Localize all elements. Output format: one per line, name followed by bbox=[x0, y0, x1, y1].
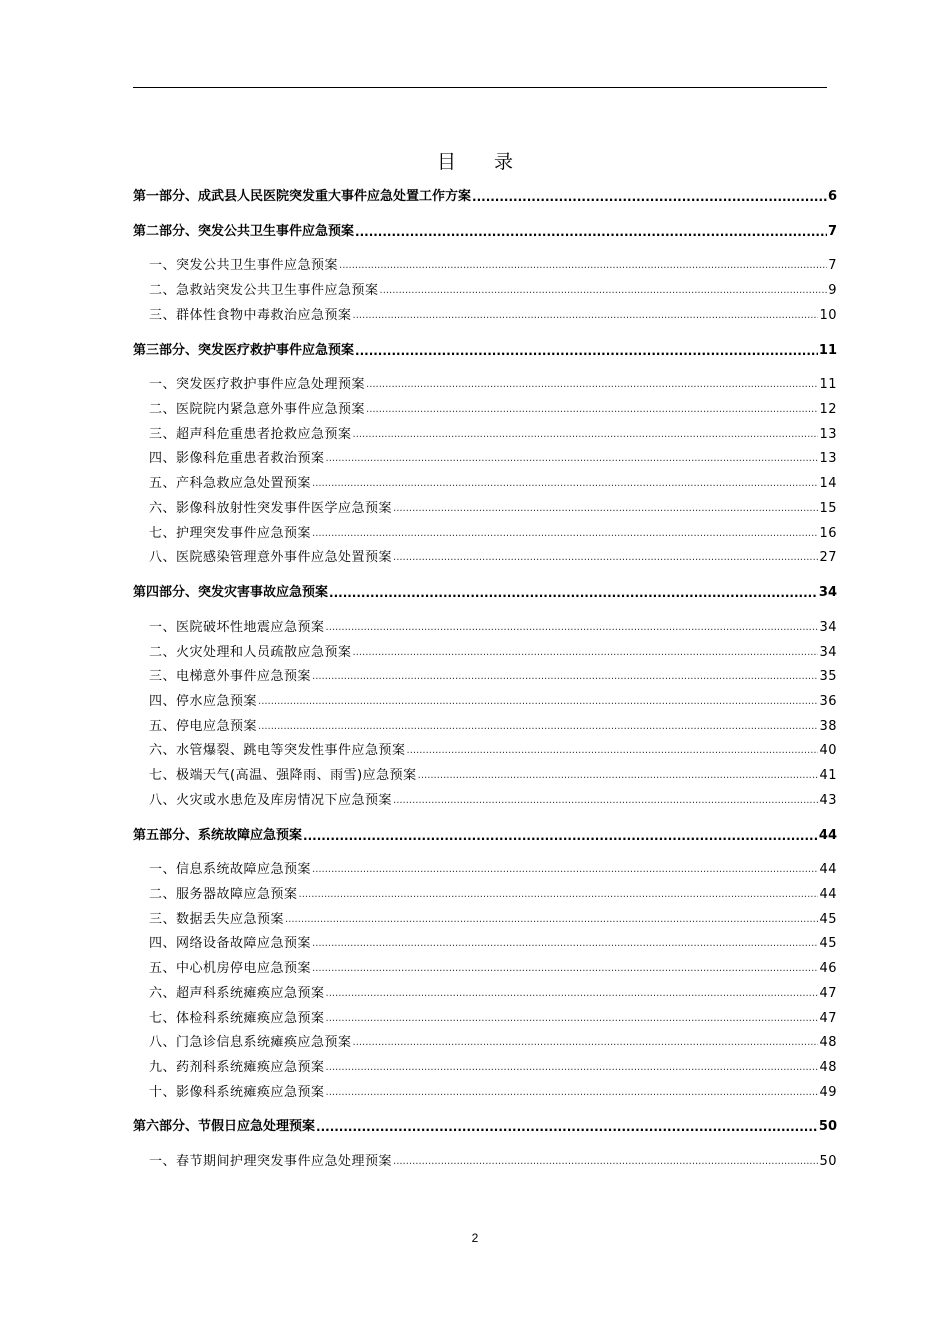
toc-leader-dots bbox=[393, 1153, 818, 1171]
toc-part-label: 第六部分、节假日应急处理预案 bbox=[133, 1119, 316, 1135]
toc-sub-entry[interactable] bbox=[133, 472, 837, 497]
toc-sub-entry[interactable] bbox=[133, 279, 837, 304]
toc-sub-label: 二、服务器故障应急预案 bbox=[149, 887, 298, 903]
toc-part-entry[interactable] bbox=[133, 184, 837, 209]
toc-sub-entry[interactable] bbox=[133, 1056, 837, 1081]
toc-sub-label: 一、信息系统故障应急预案 bbox=[149, 862, 312, 878]
toc-sub-label: 七、极端天气(高温、强降雨、雨雪)应急预案 bbox=[149, 768, 417, 784]
toc-sub-label: 四、网络设备故障应急预案 bbox=[149, 936, 312, 952]
toc-sub-page: 47 bbox=[819, 1010, 837, 1026]
toc-sub-entry[interactable] bbox=[133, 883, 837, 908]
toc-sub-entry[interactable] bbox=[133, 616, 837, 641]
toc-spacer bbox=[133, 244, 837, 254]
toc-part-page: 44 bbox=[818, 827, 837, 843]
toc-sub-label: 四、影像科危重患者救治预案 bbox=[149, 451, 325, 467]
toc-sub-label: 五、产科急救应急处置预案 bbox=[149, 476, 312, 492]
toc-leader-dots bbox=[393, 500, 818, 518]
toc-sub-page: 44 bbox=[819, 887, 837, 903]
toc-spacer bbox=[133, 1140, 837, 1150]
toc-sub-page: 36 bbox=[819, 693, 837, 709]
toc-leader-dots bbox=[418, 767, 819, 785]
toc-sub-label: 六、影像科放射性突发事件医学应急预案 bbox=[149, 500, 393, 516]
toc-spacer bbox=[133, 1105, 837, 1115]
toc-leader-dots bbox=[316, 1118, 818, 1136]
toc-sub-page: 41 bbox=[819, 768, 837, 784]
toc-leader-dots bbox=[312, 861, 818, 879]
toc-leader-dots bbox=[326, 450, 819, 468]
toc-part-page: 11 bbox=[818, 342, 837, 358]
toc-part-label: 第二部分、突发公共卫生事件应急预案 bbox=[133, 223, 355, 239]
toc-sub-label: 二、火灾处理和人员疏散应急预案 bbox=[149, 644, 352, 660]
toc-sub-label: 七、护理突发事件应急预案 bbox=[149, 525, 312, 541]
toc-sub-label: 八、火灾或水患危及库房情况下应急预案 bbox=[149, 792, 393, 808]
toc-leader-dots bbox=[366, 401, 818, 419]
toc-sub-page: 12 bbox=[819, 402, 837, 418]
toc-sub-entry[interactable] bbox=[133, 665, 837, 690]
toc-sub-label: 三、群体性食物中毒救治应急预案 bbox=[149, 307, 352, 323]
toc-sub-page: 47 bbox=[819, 985, 837, 1001]
toc-sub-label: 六、水管爆裂、跳电等突发性事件应急预案 bbox=[149, 743, 406, 759]
toc-leader-dots bbox=[380, 282, 828, 300]
toc-sub-entry[interactable] bbox=[133, 398, 837, 423]
toc-sub-page: 43 bbox=[819, 792, 837, 808]
toc-sub-label: 五、中心机房停电应急预案 bbox=[149, 961, 312, 977]
toc-sub-entry[interactable] bbox=[133, 447, 837, 472]
toc-sub-entry[interactable] bbox=[133, 907, 837, 932]
toc-sub-label: 二、医院院内紧急意外事件应急预案 bbox=[149, 402, 366, 418]
toc-sub-page: 44 bbox=[819, 862, 837, 878]
toc-sub-entry[interactable] bbox=[133, 982, 837, 1007]
toc-leader-dots bbox=[299, 886, 819, 904]
toc-spacer bbox=[133, 209, 837, 219]
toc-leader-dots bbox=[326, 1010, 819, 1028]
toc-sub-page: 40 bbox=[819, 743, 837, 759]
toc-sub-label: 十、影像科系统瘫痪应急预案 bbox=[149, 1084, 325, 1100]
toc-part-entry[interactable] bbox=[133, 1115, 837, 1140]
toc-part-page: 6 bbox=[827, 188, 837, 204]
toc-part-page: 7 bbox=[827, 223, 837, 239]
toc-sub-label: 一、突发医疗救护事件应急处理预案 bbox=[149, 377, 366, 393]
toc-leader-dots bbox=[303, 827, 818, 845]
toc-sub-label: 八、医院感染管理意外事件应急处置预案 bbox=[149, 550, 393, 566]
toc-sub-page: 48 bbox=[819, 1059, 837, 1075]
toc-sub-page: 34 bbox=[819, 644, 837, 660]
header-rule bbox=[133, 87, 827, 88]
toc-sub-entry[interactable] bbox=[133, 1080, 837, 1105]
toc-sub-entry[interactable] bbox=[133, 373, 837, 398]
toc-sub-page: 35 bbox=[819, 669, 837, 685]
toc-sub-entry[interactable] bbox=[133, 858, 837, 883]
toc-leader-dots bbox=[326, 619, 819, 637]
toc-part-label: 第三部分、突发医疗救护事件应急预案 bbox=[133, 342, 355, 358]
toc-part-entry[interactable] bbox=[133, 581, 837, 606]
toc-sub-entry[interactable] bbox=[133, 546, 837, 571]
toc-leader-dots bbox=[353, 307, 819, 325]
toc-leader-dots bbox=[312, 668, 818, 686]
toc-leader-dots bbox=[326, 1084, 819, 1102]
toc-sub-label: 五、停电应急预案 bbox=[149, 718, 258, 734]
toc-sub-entry[interactable] bbox=[133, 1031, 837, 1056]
toc-leader-dots bbox=[355, 342, 818, 360]
toc-part-label: 第四部分、突发灾害事故应急预案 bbox=[133, 585, 329, 601]
toc-leader-dots bbox=[258, 718, 818, 736]
toc-sub-page: 49 bbox=[819, 1084, 837, 1100]
toc-sub-entry[interactable] bbox=[133, 422, 837, 447]
toc-sub-entry[interactable] bbox=[133, 303, 837, 328]
toc-sub-entry[interactable] bbox=[133, 788, 837, 813]
toc-sub-entry[interactable] bbox=[133, 690, 837, 715]
toc-sub-entry[interactable] bbox=[133, 254, 837, 279]
toc-title: 目 录 bbox=[436, 151, 530, 173]
toc-part-page: 50 bbox=[818, 1119, 837, 1135]
toc-sub-page: 27 bbox=[819, 550, 837, 566]
toc-sub-page: 10 bbox=[819, 307, 837, 323]
toc-sub-page: 7 bbox=[828, 258, 837, 274]
toc-leader-dots bbox=[393, 792, 818, 810]
toc-sub-entry[interactable] bbox=[133, 932, 837, 957]
toc-sub-page: 9 bbox=[828, 283, 837, 299]
toc-sub-label: 一、医院破坏性地震应急预案 bbox=[149, 619, 325, 635]
toc-sub-label: 七、体检科系统瘫痪应急预案 bbox=[149, 1010, 325, 1026]
toc-part-label: 第五部分、系统故障应急预案 bbox=[133, 827, 303, 843]
toc-leader-dots bbox=[285, 911, 818, 929]
toc-sub-page: 13 bbox=[819, 451, 837, 467]
toc-sub-entry[interactable] bbox=[133, 1006, 837, 1031]
toc-leader-dots bbox=[312, 935, 818, 953]
toc-sub-entry[interactable] bbox=[133, 739, 837, 764]
toc-leader-dots bbox=[355, 223, 827, 241]
toc-leader-dots bbox=[353, 1034, 819, 1052]
toc-sub-label: 三、超声科危重患者抢救应急预案 bbox=[149, 426, 352, 442]
toc-sub-label: 六、超声科系统瘫痪应急预案 bbox=[149, 985, 325, 1001]
toc-sub-label: 一、春节期间护理突发事件应急处理预案 bbox=[149, 1154, 393, 1170]
toc-leader-dots bbox=[393, 549, 818, 567]
toc-sub-entry[interactable] bbox=[133, 497, 837, 522]
toc-spacer bbox=[133, 363, 837, 373]
toc-sub-page: 48 bbox=[819, 1035, 837, 1051]
toc-leader-dots bbox=[353, 644, 819, 662]
toc-sub-page: 46 bbox=[819, 961, 837, 977]
toc-part-entry[interactable] bbox=[133, 338, 837, 363]
toc-part-entry[interactable] bbox=[133, 219, 837, 244]
toc-sub-entry[interactable] bbox=[133, 957, 837, 982]
page-number: 2 bbox=[471, 1231, 479, 1245]
toc-sub-page: 34 bbox=[819, 619, 837, 635]
toc-spacer bbox=[133, 328, 837, 338]
toc-spacer bbox=[133, 848, 837, 858]
toc-sub-label: 三、电梯意外事件应急预案 bbox=[149, 669, 312, 685]
toc-leader-dots bbox=[329, 584, 818, 602]
toc-sub-label: 八、门急诊信息系统瘫痪应急预案 bbox=[149, 1035, 352, 1051]
toc-leader-dots bbox=[407, 742, 819, 760]
toc-sub-entry[interactable] bbox=[133, 764, 837, 789]
toc-leader-dots bbox=[472, 188, 827, 206]
toc-sub-page: 38 bbox=[819, 718, 837, 734]
toc-part-label: 第一部分、成武县人民医院突发重大事件应急处置工作方案 bbox=[133, 188, 472, 204]
toc-sub-page: 45 bbox=[819, 936, 837, 952]
toc-leader-dots bbox=[312, 475, 818, 493]
toc-sub-label: 二、急救站突发公共卫生事件应急预案 bbox=[149, 283, 379, 299]
toc-leader-dots bbox=[339, 257, 827, 275]
toc-sub-entry[interactable] bbox=[133, 521, 837, 546]
toc-sub-page: 15 bbox=[819, 500, 837, 516]
toc-sub-page: 45 bbox=[819, 911, 837, 927]
toc-spacer bbox=[133, 606, 837, 616]
toc-leader-dots bbox=[312, 525, 818, 543]
toc-sub-label: 四、停水应急预案 bbox=[149, 693, 258, 709]
toc-spacer bbox=[133, 813, 837, 823]
toc-sub-page: 11 bbox=[819, 377, 837, 393]
toc-leader-dots bbox=[353, 426, 819, 444]
toc-sub-label: 一、突发公共卫生事件应急预案 bbox=[149, 258, 339, 274]
toc-part-page: 34 bbox=[818, 585, 837, 601]
toc-leader-dots bbox=[366, 376, 818, 394]
toc-leader-dots bbox=[312, 960, 818, 978]
toc-sub-label: 九、药剂科系统瘫痪应急预案 bbox=[149, 1059, 325, 1075]
toc-spacer bbox=[133, 571, 837, 581]
toc-leader-dots bbox=[326, 1059, 819, 1077]
toc-sub-label: 三、数据丢失应急预案 bbox=[149, 911, 285, 927]
toc-part-entry[interactable] bbox=[133, 823, 837, 848]
toc-sub-page: 16 bbox=[819, 525, 837, 541]
toc-leader-dots bbox=[258, 693, 818, 711]
toc-sub-page: 50 bbox=[819, 1154, 837, 1170]
toc-leader-dots bbox=[326, 985, 819, 1003]
table-of-contents bbox=[133, 184, 837, 1175]
toc-sub-entry[interactable] bbox=[133, 714, 837, 739]
toc-sub-entry[interactable] bbox=[133, 1150, 837, 1175]
toc-sub-entry[interactable] bbox=[133, 640, 837, 665]
toc-sub-page: 14 bbox=[819, 476, 837, 492]
toc-sub-page: 13 bbox=[819, 426, 837, 442]
